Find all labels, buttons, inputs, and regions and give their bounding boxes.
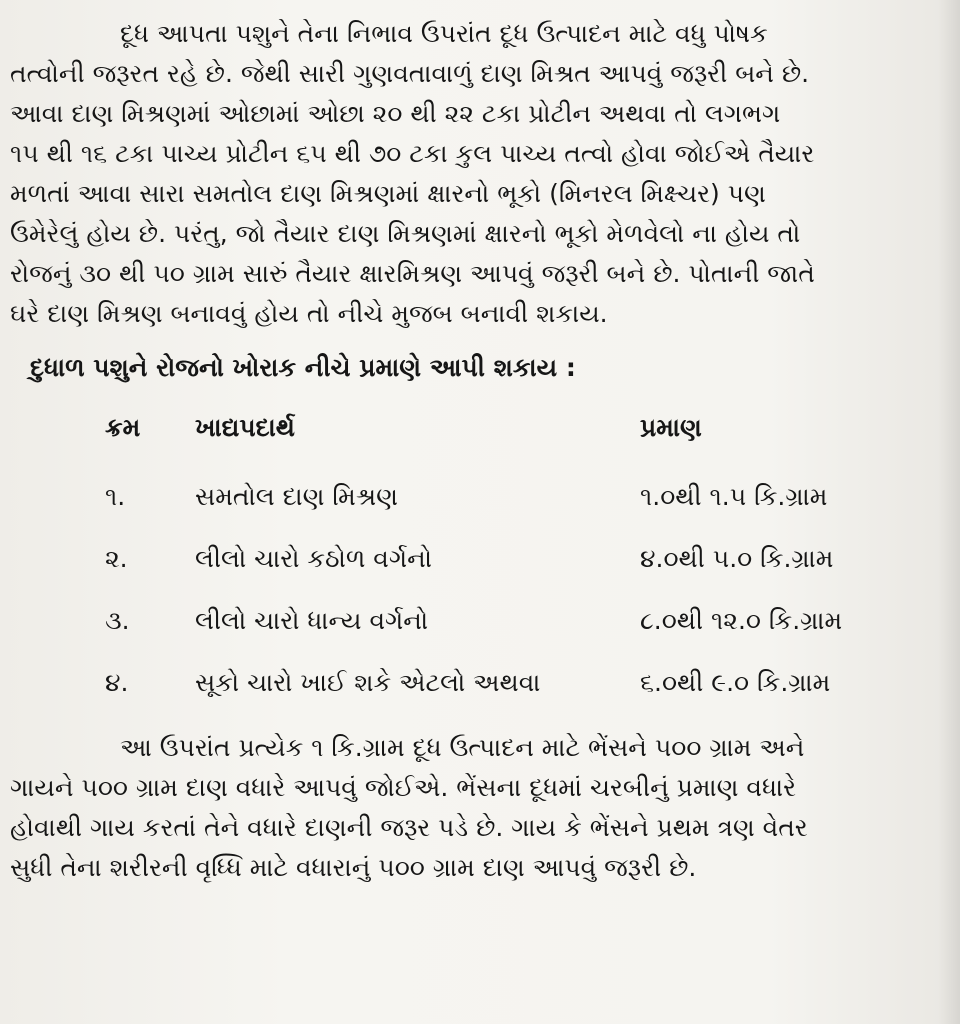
paragraph-line: ઘરે દાણ મિશ્રણ બનાવવું હોય તો નીચે મુજબ બનાવી શકાય. xyxy=(10,299,608,328)
paragraph-line: ઉમેરેલું હોય છે. પરંતુ, જો તૈયાર દાણ મિશ્રણમાં ક્ષારનો ભૂકો મેળવેલો ના હોય તો xyxy=(10,219,801,248)
table-row xyxy=(105,590,940,652)
paragraph-line: તત્વોની જરૂરત રહે છે. જેથી સારી ગુણવતાવાળું દાણ મિશ્રત આપવું જરૂરી બને છે. xyxy=(10,59,810,88)
row-food-item: સૂકો ચારો ખાઈ શકે એટલો અથવા xyxy=(195,668,541,697)
paragraph-line: હોવાથી ગાય કરતાં તેને વધારે દાણની જરૂર પડે છે. ગાય કે ભેંસને પ્રથમ ત્રણ વેતર xyxy=(10,813,808,842)
paragraph-line: ૧૫ થી ૧૬ ટકા પાચ્ય પ્રોટીન ૬૫ થી ૭૦ ટકા કુલ પાચ્ય તત્વો હોવા જોઈએ તૈયાર xyxy=(10,139,815,168)
row-quantity: ૮.૦થી ૧૨.૦ કિ.ગ્રામ xyxy=(640,606,843,635)
row-number: ૧. xyxy=(105,482,126,511)
paragraph-extra-grain xyxy=(10,728,940,888)
table-row xyxy=(105,466,940,528)
row-number: ૩. xyxy=(105,606,130,635)
page-edge-shadow xyxy=(938,0,960,1024)
document-body xyxy=(10,14,940,888)
row-food-item: લીલો ચારો કઠોળ વર્ગનો xyxy=(195,544,432,573)
row-food-item: સમતોલ દાણ મિશ્રણ xyxy=(195,482,398,511)
paragraph-line: મળતાં આવા સારા સમતોલ દાણ મિશ્રણમાં ક્ષારનો ભૂકો (મિનરલ મિક્ષ્ચર) પણ xyxy=(10,179,766,208)
table-header-row xyxy=(105,406,940,466)
paragraph-line: આવા દાણ મિશ્રણમાં ઓછામાં ઓછા ૨૦ થી ૨૨ ટકા પ્રોટીન અથવા તો લગભગ xyxy=(10,99,781,128)
daily-feed-table xyxy=(105,406,940,714)
section-heading: દુધાળ પશુને રોજનો ખોરાક નીચે પ્રમાણે આપી શકાય : xyxy=(30,353,576,382)
row-number: ૪. xyxy=(105,668,129,697)
paragraph-line: સુધી તેના શરીરની વૃધ્ધિ માટે વધારાનું ૫૦૦ ગ્રામ દાણ આપવું જરૂરી છે. xyxy=(10,853,697,882)
row-number: ૨. xyxy=(105,544,128,573)
table-row xyxy=(105,652,940,714)
paragraph-line: ગાયને ૫૦૦ ગ્રામ દાણ વધારે આપવું જોઈએ. ભેંસના દૂધમાં ચરબીનું પ્રમાણ વધારે xyxy=(10,773,797,802)
row-quantity: ૬.૦થી ૯.૦ કિ.ગ્રામ xyxy=(640,668,831,697)
paragraph-feed-requirements xyxy=(10,14,940,334)
paragraph-line: દૂધ આપતા પશુને તેના નિભાવ ઉપરાંત દૂધ ઉત્પાદન માટે વધુ પોષક xyxy=(120,19,768,48)
paragraph-line: આ ઉપરાંત પ્રત્યેક ૧ કિ.ગ્રામ દૂધ ઉત્પાદન માટે ભેંસને ૫૦૦ ગ્રામ અને xyxy=(120,733,805,762)
row-food-item: લીલો ચારો ધાન્ય વર્ગનો xyxy=(195,606,429,635)
column-header-quantity: પ્રમાણ xyxy=(640,413,702,442)
row-quantity: ૧.૦થી ૧.૫ કિ.ગ્રામ xyxy=(640,482,828,511)
row-quantity: ૪.૦થી ૫.૦ કિ.ગ્રામ xyxy=(640,544,834,573)
paragraph-line: રોજનું ૩૦ થી ૫૦ ગ્રામ સારું તૈયાર ક્ષારમિશ્રણ આપવું જરૂરી બને છે. પોતાની જાતે xyxy=(10,259,815,288)
column-header-food-item: ખાદ્યપદાર્થ xyxy=(195,413,295,442)
column-header-number: ક્રમ xyxy=(105,413,141,442)
table-row xyxy=(105,528,940,590)
